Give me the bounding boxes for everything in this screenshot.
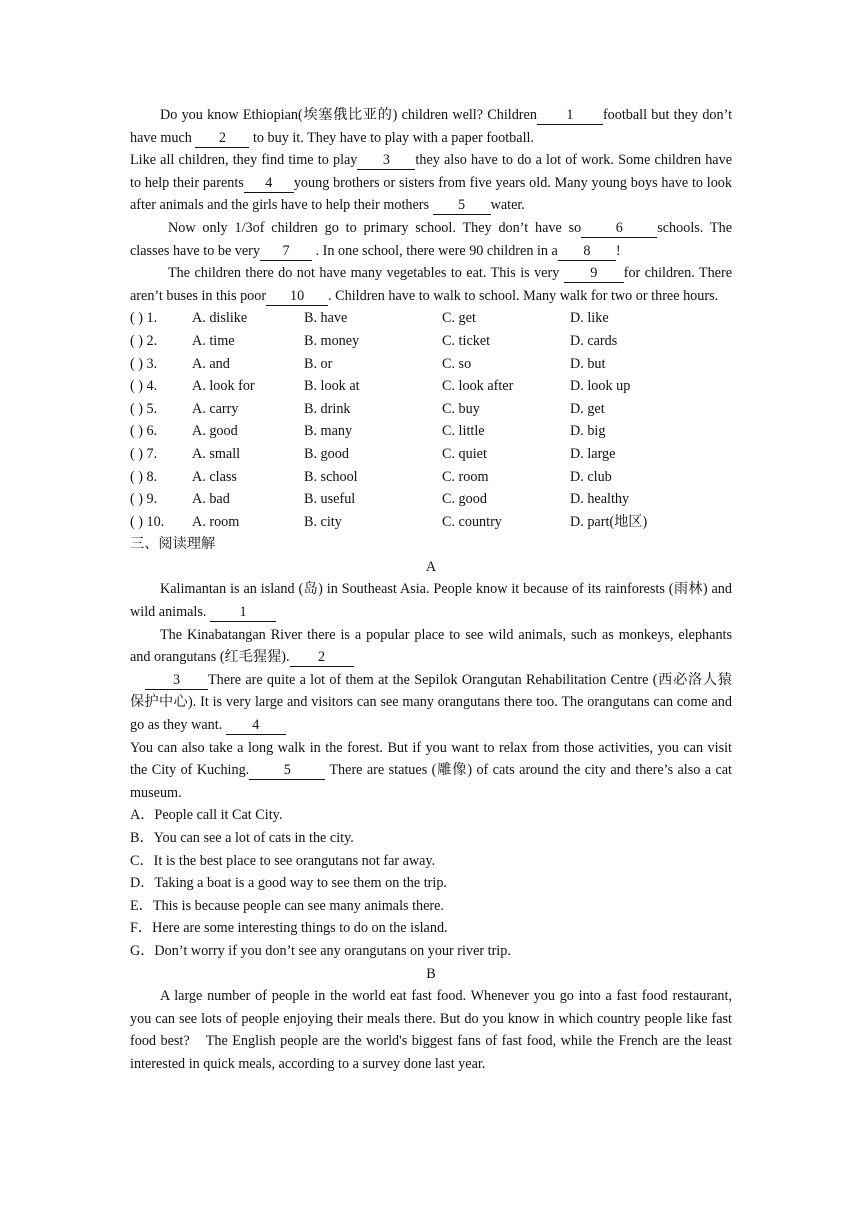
option-a: A. room	[192, 513, 240, 530]
text: football but they don’t have much	[130, 107, 733, 146]
text: to buy it. They have to play with a paper football.	[252, 129, 535, 146]
answer-option: A．People call it Cat City.	[130, 807, 283, 824]
choice-questions	[130, 307, 732, 533]
option-a: A. and	[192, 355, 230, 372]
question-number: ( ) 10.	[130, 513, 165, 530]
passage-a-label: A	[425, 558, 437, 575]
option-b: B. useful	[304, 491, 356, 508]
text: . In one school, there were 90 children in a	[315, 242, 558, 259]
blank-7: 7	[260, 243, 312, 261]
passage-a-paragraph-4	[130, 737, 732, 805]
option-c: C. get	[442, 310, 476, 327]
blank-4: 4	[244, 175, 294, 193]
option-b: B. city	[304, 513, 342, 530]
question-number: ( ) 8.	[130, 468, 158, 485]
worksheet-page	[130, 104, 732, 1076]
text: Now only 1/3of children go to primary school. They don’t have so	[168, 219, 582, 236]
option-b: B. look at	[304, 378, 360, 395]
option-d: D. get	[570, 400, 605, 417]
text: . Children have to walk to school. Many walk for two or three hours.	[328, 287, 719, 304]
answer-option: F．Here are some interesting things to do on the island.	[130, 920, 448, 937]
question-number: ( ) 3.	[130, 355, 158, 372]
option-c: C. good	[442, 491, 487, 508]
option-d: D. like	[570, 310, 609, 327]
answer-option: C．It is the best place to see orangutans not far away.	[130, 852, 436, 869]
question-number: ( ) 7.	[130, 445, 158, 462]
blank-a1: 1	[210, 604, 276, 622]
text: The children there do not have many vegetables to eat. This is very	[168, 265, 560, 282]
question-row	[130, 443, 732, 466]
passage-b-paragraph-1: A large number of people in the world eat fast food. Whenever you go into a fast food restaurant, you can see lots of people enjoying their meals there. But do you know in which country people like fast food best? The English people are the world's biggest fans of fast food, while the French are the least interested in quick meals, according to a survey done last year.	[130, 988, 732, 1072]
question-row	[130, 466, 732, 489]
text: for children. There aren’t buses in this poor	[130, 265, 732, 304]
option-c: C. look after	[442, 378, 514, 395]
text: Like all children, they find time to play	[130, 152, 358, 169]
text: schools. The classes have to be very	[130, 219, 732, 259]
question-number: ( ) 2.	[130, 332, 158, 349]
option-d: D. healthy	[570, 491, 630, 508]
question-number: ( ) 1.	[130, 310, 158, 327]
option-a: A. good	[192, 423, 238, 440]
option-a: A. dislike	[192, 310, 248, 327]
passage-a-paragraph-3	[130, 669, 732, 737]
cloze-paragraph-3	[130, 217, 732, 262]
option-d: D. cards	[570, 332, 618, 349]
option-d: D. part(地区)	[570, 513, 648, 530]
option-c: C. so	[442, 355, 472, 372]
text: Do you know Ethiopian(埃塞俄比亚的) children well? Children	[160, 107, 537, 123]
passage-b-label: B	[426, 965, 436, 982]
blank-10: 10	[266, 288, 328, 306]
section-title: 三、阅读理解	[130, 536, 216, 553]
cloze-paragraph-1	[130, 104, 732, 149]
answer-option: G．Don’t worry if you don’t see any orangutans on your river trip.	[130, 942, 511, 959]
blank-a2: 2	[290, 649, 354, 667]
text: Kalimantan is an island (岛) in Southeast Asia. People know it because of its rainforests (雨林) and wild animals.	[130, 581, 732, 621]
blank-a3: 3	[145, 672, 208, 690]
option-b: B. or	[304, 355, 333, 372]
question-row	[130, 398, 732, 421]
text: There are quite a lot of them at the Sepilok Orangutan Rehabilitation Centre (西必洛人猿保护中心). It is very large and visitors can see many orangutans there too. The orangutans can come and go as they want.	[130, 671, 732, 734]
blank-5: 5	[433, 197, 491, 215]
option-b: B. good	[304, 445, 349, 462]
answer-option: D．Taking a boat is a good way to see them on the trip.	[130, 875, 447, 892]
option-c: C. little	[442, 423, 485, 440]
blank-6: 6	[581, 220, 657, 238]
text: water.	[490, 197, 525, 214]
option-c: C. buy	[442, 400, 480, 417]
option-d: D. look up	[570, 378, 631, 395]
question-row	[130, 511, 732, 534]
text: There are statues (雕像) of cats around the city and there’s also a cat museum.	[130, 762, 733, 801]
option-a: A. carry	[192, 400, 239, 417]
option-c: C. country	[442, 513, 502, 530]
option-b: B. drink	[304, 400, 351, 417]
option-a: A. time	[192, 332, 235, 349]
passage-a-paragraph-2	[130, 624, 732, 669]
option-b: B. money	[304, 332, 360, 349]
blank-a5: 5	[249, 762, 325, 780]
option-b: B. have	[304, 310, 348, 327]
question-row	[130, 330, 732, 353]
option-a: A. small	[192, 445, 241, 462]
option-d: D. big	[570, 423, 606, 440]
option-d: D. but	[570, 355, 606, 372]
passage-a-paragraph-1	[130, 578, 732, 623]
option-c: C. ticket	[442, 332, 491, 349]
blank-1: 1	[537, 107, 603, 125]
answer-option: B．You can see a lot of cats in the city.	[130, 830, 354, 846]
blank-a4: 4	[226, 717, 286, 735]
answer-option: E．This is because people can see many animals there.	[130, 897, 444, 914]
cloze-paragraph-2	[130, 149, 732, 217]
blank-8: 8	[558, 243, 616, 261]
question-number: ( ) 9.	[130, 491, 158, 508]
question-row	[130, 353, 732, 376]
option-b: B. school	[304, 468, 358, 485]
text: You can also take a long walk in the forest. But if you want to relax from those activities, you can visit the City of Kuching.	[130, 739, 732, 779]
option-d: D. large	[570, 445, 616, 462]
text: young brothers or sisters from five years old. Many young boys have to look after animals and the girls have to help their mothers	[130, 174, 732, 214]
option-c: C. room	[442, 468, 489, 485]
question-number: ( ) 6.	[130, 423, 158, 440]
question-row	[130, 307, 732, 330]
question-number: ( ) 5.	[130, 400, 158, 417]
text: The Kinabatangan River there is a popular place to see wild animals, such as monkeys, elephants and orangutans (红毛猩猩).	[130, 626, 732, 666]
option-a: A. bad	[192, 491, 230, 508]
question-row	[130, 488, 732, 511]
blank-2: 2	[195, 130, 249, 148]
option-d: D. club	[570, 468, 612, 485]
passage-a-options	[130, 804, 732, 962]
option-c: C. quiet	[442, 445, 487, 462]
option-b: B. many	[304, 423, 353, 440]
blank-3: 3	[357, 152, 415, 170]
cloze-paragraph-4	[130, 262, 732, 307]
question-row	[130, 375, 732, 398]
option-a: A. look for	[192, 378, 255, 395]
text: they also have to do a lot of work. Some children have to help their parents	[130, 152, 732, 191]
option-a: A. class	[192, 468, 237, 485]
text: !	[615, 242, 621, 259]
question-row	[130, 420, 732, 443]
blank-9: 9	[564, 265, 624, 283]
question-number: ( ) 4.	[130, 378, 158, 395]
